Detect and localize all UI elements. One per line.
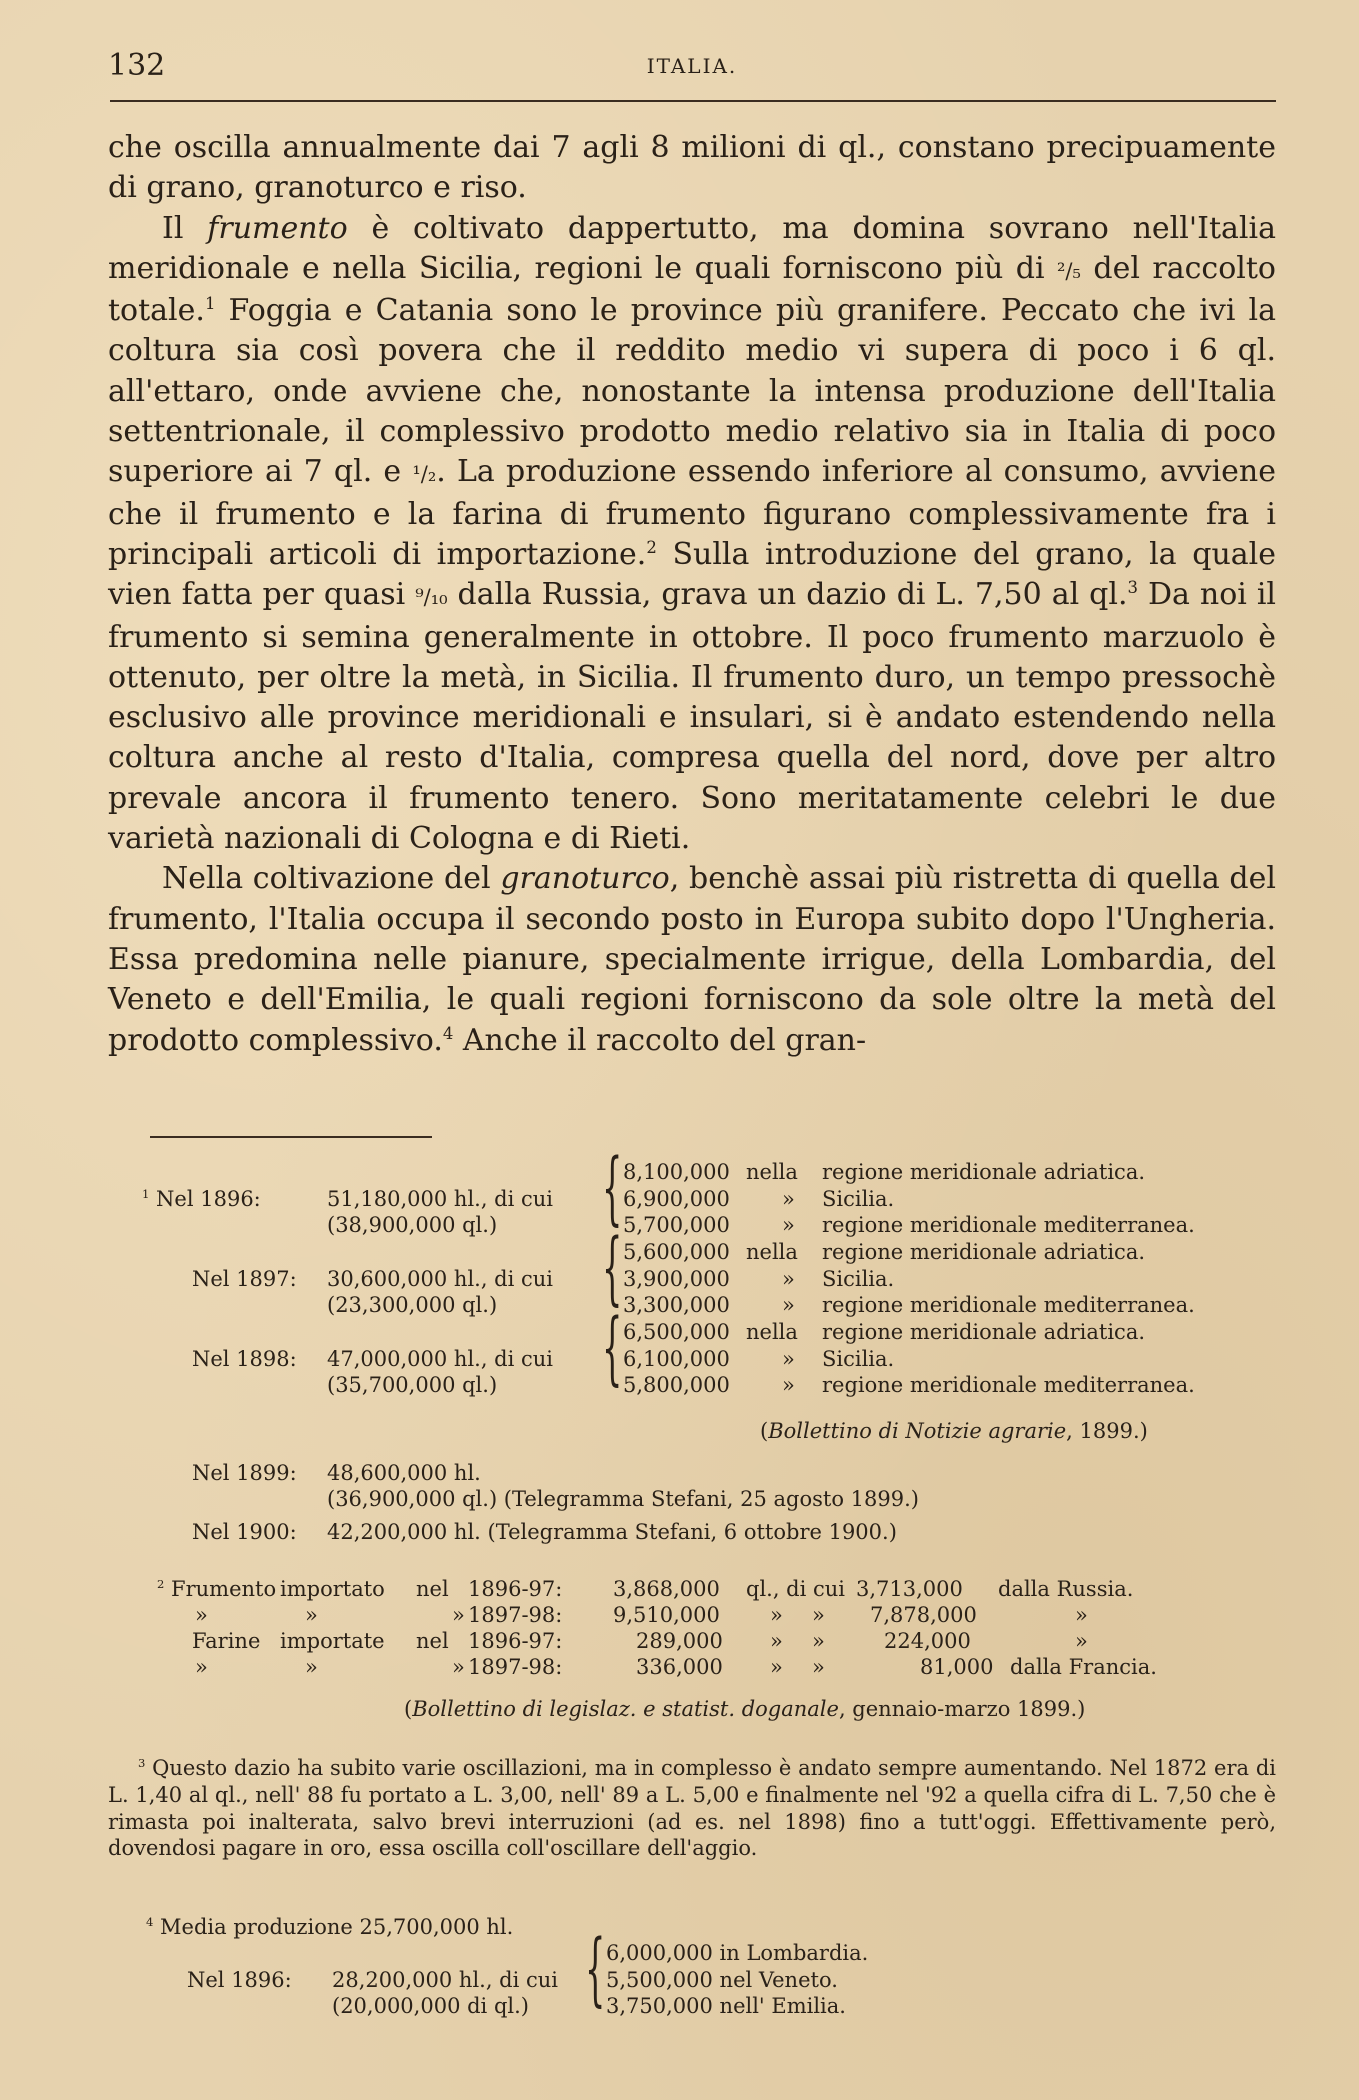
brace-icon: {	[585, 1922, 606, 2015]
footnote-ref-1[interactable]: 1	[204, 294, 216, 314]
footnote-2-source: (Bollettino di legislaz. e statist. doganale, gennaio-marzo 1899.)	[404, 1697, 1086, 1721]
footnote-1-source: (Bollettino di Notizie agrarie, 1899.)	[760, 1419, 1148, 1443]
footnote-ref-4[interactable]: 4	[442, 1023, 454, 1043]
footnote-1-marker: 1	[142, 1187, 150, 1201]
main-text	[108, 128, 1276, 1061]
page-header	[108, 48, 1276, 88]
paragraph-1: che oscilla annualmente dai 7 agli 8 milioni di ql., constano precipuamente di grano, granoturco e riso.	[108, 130, 1276, 206]
page-number: 132	[108, 48, 166, 83]
paragraph-3: Nella coltivazione del granoturco, benchè assai più ristretta di quella del frumento, l'Italia occupa il secondo posto in Europa subito dopo l'Ungheria. Essa predomina nelle pianure, specialmente irrigue, della Lombardia, del Veneto e dell'Emilia, le quali regioni forniscono da sole oltre la metà del prodotto complessivo.$^4$ Anche il raccolto del gran-	[108, 861, 1276, 1058]
footnote-ref-3[interactable]: 3	[1127, 578, 1138, 598]
term-granoturco: granoturco	[500, 861, 670, 897]
term-frumento: frumento	[207, 210, 348, 246]
footnote-2-marker: 2	[157, 1577, 165, 1591]
brace-icon: {	[602, 1221, 623, 1314]
footnote-rule	[150, 1136, 432, 1138]
paragraph-2: Il frumento è coltivato dappertutto, ma domina sovrano nell'Italia meridionale e nella Sicilia, regioni le quali forniscono più di ²/₅ del raccolto totale.$^1$ Foggia e Catania sono le province più granifere. Peccato che ivi la coltura sia così povera che il reddito medio vi supera di poco i 6 ql. all'ettaro, onde avviene che, nonostante la intensa produzione dell'Italia settentrionale, il complessivo prodotto medio relativo sia in Italia di poco superiore ai 7 ql. e ¹/₂. La produzione essendo inferiore al consumo, avviene che il frumento e la farina di frumento figurano complessivamente fra i principali articoli di importazione.$^2$ Sulla introduzione del grano, la quale vien fatta per quasi ⁹/₁₀ dalla Russia, grava un dazio di L. 7,50 al ql.$^3$ Da noi il frumento si semina generalmente in ottobre. Il poco frumento marzuolo è ottenuto, per oltre la metà, in Sicilia. Il frumento duro, un tempo pressochè esclusivo alle province meridionali e insulari, si è andato estendendo nella coltura anche al resto d'Italia, compresa quella del nord, dove per altro prevale ancora il frumento tenero. Sono meritatamente celebri le due varietà nazionali di Cologna e di Rieti.	[108, 210, 1277, 857]
brace-icon: {	[602, 1141, 623, 1234]
footnote-3: $^3$ Questo dazio ha subito varie oscillazioni, ma in complesso è andato sempre aumentando. Nel 1872 era di L. 1,40 al ql., nell' 88 fu portato a L. 3,00, nell' 89 a L. 5,00 e finalmente nel '92 a quella cifra di L. 7,50 che è rimasta poi inalterata, salvo brevi interruzioni (ad es. nel 1898) fino a tutt'oggi. Effettivamente però, dovendosi pagare in oro, essa oscilla coll'oscillare dell'aggio.	[108, 1756, 1276, 1861]
footnote-ref-2[interactable]: 2	[646, 537, 657, 557]
footnote-4-marker: 4	[146, 1915, 154, 1929]
brace-icon: {	[602, 1301, 623, 1394]
header-rule	[110, 100, 1276, 102]
running-title: ITALIA.	[646, 54, 738, 78]
footnote-3-marker: 3	[138, 1756, 146, 1770]
book-page: 132 ITALIA. che oscilla annualmente dai 7 agli 8 milioni di ql., constano precipuamente di grano, granoturco e riso. Il frumento è coltivato dappertutto, ma domina sovrano nell'Italia meridionale e nella Sicilia, regioni le quali forniscono più di ²/₅ del raccolto totale.$^1$ Foggia e Catania sono le province più granifere. Peccato che ivi la coltura sia così povera che il reddito medio vi supera di poco i 6 ql. all'ettaro, onde avviene che, nonostante la intensa produzione dell'Italia settentrionale, il complessivo prodotto medio relativo sia in Italia di poco superiore ai 7 ql. e ¹/₂. La produzione essendo inferiore al consumo, avviene che il frumento e la farina di frumento figurano complessivamente fra i principali articoli di importazione.$^2$ Sulla introduzione del grano, la quale vien fatta per quasi ⁹/₁₀ dalla Russia, grava un dazio di L. 7,50 al ql.$^3$ Da noi il frumento si semina generalmente in ottobre. Il poco frumento marzuolo è ottenuto, per oltre la metà, in Sicilia. Il frumento duro, un tempo pressochè esclusivo alle province meridionali e insulari, si è andato estendendo nella coltura anche al resto d'Italia, compresa quella del nord, dove per altro prevale ancora il frumento tenero. Sono meritatamente celebri le due varietà nazionali di Cologna e di Rieti. Nella coltivazione del granoturco, benchè assai più ristretta di quella del frumento, l'Italia occupa il secondo posto in Europa subito dopo l'Ungheria. Essa predomina nelle pianure, specialmente irrigue, della Lombardia, del Veneto e dell'Emilia, le quali regioni forniscono da sole oltre la metà del prodotto complessivo.$^4$ Anche il raccolto del gran- $^1$ Nel 1896: 51,180,000 hl., di cui (38,900,000 ql.) { 8,100,000 nella regione meridionale adriatica. 6,900,000 » Sicilia. 5,700,000 » regione meridionale mediterranea. Nel 1897: 30,600,000 hl., di cui (23,300,000 ql.) { 5,600,000 nella regione meridionale adriatica. 3,900,000 » Sicilia. 3,300,000 » regione meridionale mediterranea. Nel 1898: 47,000,000 hl., di cui (35,700,000 ql.) { 6,500,000 nella regione meridionale adriatica. 6,100,000 » Sicilia. 5,800,000 » regione meridionale mediterranea. (Bollettino di Notizie agrarie, 1899.) Nel 1899: 48,600,000 hl. (36,900,000 ql.) (Telegramma Stefani, 25 agosto 1899.) Nel 1900: 42,200,000 hl. (Telegramma Stefani, 6 ottobre 1900.) $^2$ Frumento importato nel 1896-97: 3,868,000 ql., di cui 3,713,000 dalla Russia. » » » 1897-98: 9,510,000 » » 7,878,000 » Farine importate nel 1896-97: 289,000 » » 224,000 » » » » 1897-98: 336,000 » » 81,000 dalla Francia. (Bollettino di legislaz. e statist. doganale, gennaio-marzo 1899.) $^3$ Questo dazio ha subito varie oscillazioni, ma in complesso è andato sempre aumentando. Nel 1872 era di L. 1,40 al ql., nell' 88 fu portato a L. 3,00, nell' 89 a L. 5,00 e finalmente nel '92 a quella cifra di L. 7,50 che è rimasta poi inalterata, salvo brevi interruzioni (ad es. nel 1898) fino a tutt'oggi. Effettivamente però, dovendosi pagare in oro, essa oscilla coll'oscillare dell'aggio. $^4$ Media produzione 25,700,000 hl. Nel 1896: 28,200,000 hl., di cui (20,000,000 di ql.) { 6,000,000 in Lombardia. 5,500,000 nel Veneto. 3,750,000 nell' Emilia.	[108, 48, 1277, 2018]
footnote-2-row: $^2$ Frumento	[157, 1577, 277, 1601]
